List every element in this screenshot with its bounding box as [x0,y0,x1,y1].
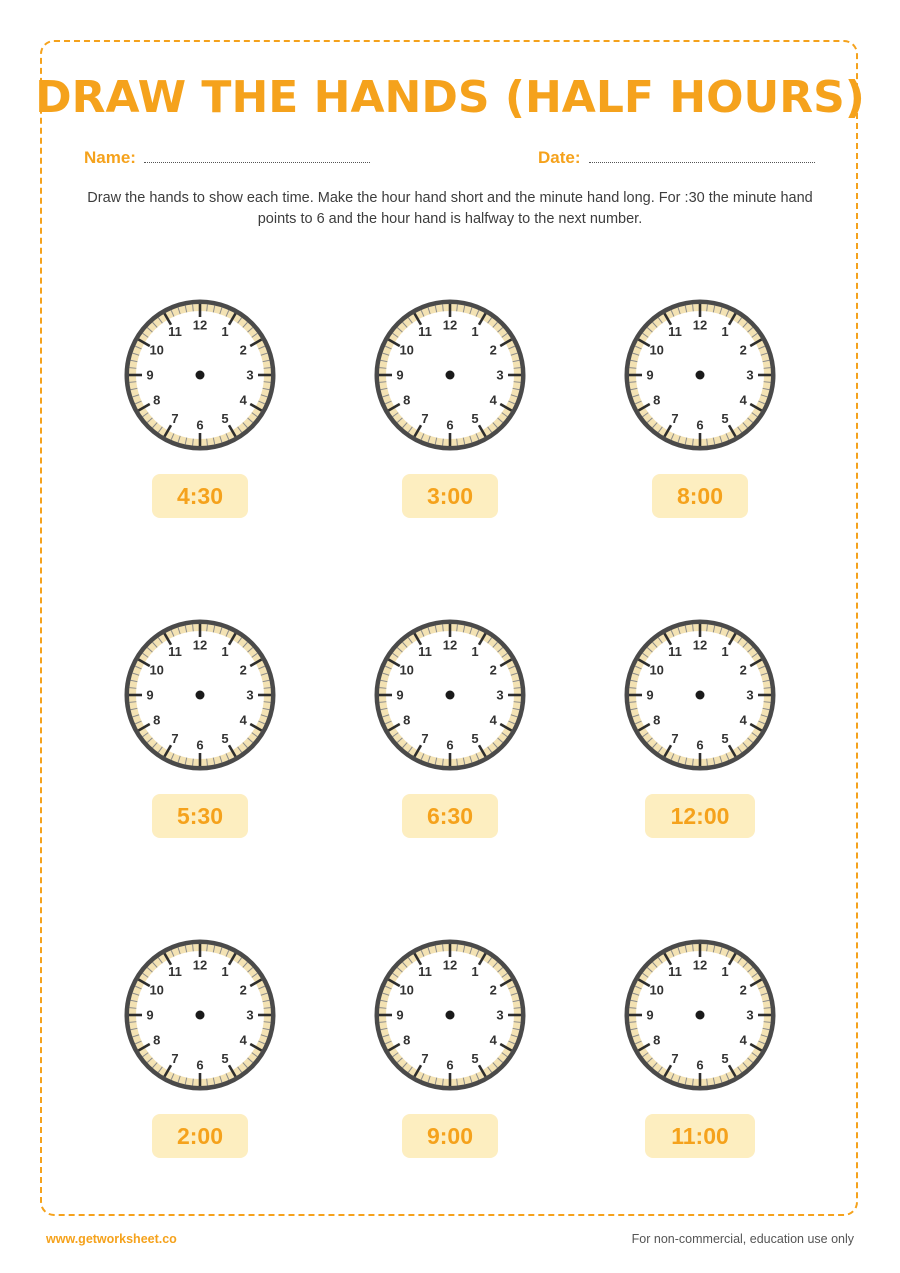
clock-number: 8 [153,712,161,728]
clock-number: 2 [489,342,497,358]
clock-number: 7 [171,1050,179,1066]
instructions: Draw the hands to show each time. Make the hour hand short and the minute hand long. For :30 the minute hand points to 6 and the hour hand is halfway to the next number. [87,190,813,227]
clock-number: 1 [721,324,729,340]
clock-number: 7 [671,1050,679,1066]
clock-number: 3 [746,687,754,703]
clock-number: 5 [221,1050,229,1066]
clock-number: 8 [403,1032,411,1048]
clock-number: 6 [196,417,204,433]
clock-number: 12 [692,957,708,973]
clock-number: 10 [149,662,164,678]
clock-number: 1 [721,644,729,660]
clock-number: 12 [692,317,708,333]
clock-number: 2 [739,342,747,358]
clock-center-dot [696,691,705,700]
clock-number: 12 [692,637,708,653]
clock-number: 9 [396,687,404,703]
clock-number: 10 [399,342,414,358]
clock-number: 4 [239,1032,247,1048]
clock-number: 1 [221,964,229,980]
clock-number: 11 [418,644,432,660]
clock-center-dot [446,371,455,380]
clock-number: 2 [489,662,497,678]
clock-number: 12 [442,637,458,653]
clock-number: 11 [418,324,432,340]
clock-number: 1 [221,324,229,340]
clock-number: 8 [403,712,411,728]
clock-number: 10 [649,342,664,358]
clock-svg [120,935,280,1095]
clock-number: 5 [221,730,229,746]
clock-svg [120,615,280,775]
time-label: 12:00 [645,794,755,838]
clock-number: 2 [239,982,247,998]
clock-center-dot [196,371,205,380]
clock-number: 3 [746,1007,754,1023]
time-label: 8:00 [652,474,748,518]
clock-number: 5 [721,730,729,746]
clock-number: 4 [239,712,247,728]
clock-number: 7 [671,410,679,426]
clock-number: 11 [168,324,182,340]
clock-number: 2 [739,662,747,678]
clock-number: 6 [446,417,454,433]
clock-number: 5 [471,730,479,746]
clock-number: 3 [496,1007,504,1023]
date-field[interactable] [538,146,815,168]
time-label: 6:30 [402,794,498,838]
clock-number: 1 [471,324,479,340]
clock-number: 2 [489,982,497,998]
clock-number: 6 [446,737,454,753]
clock-face[interactable] [620,295,780,455]
time-label: 11:00 [645,1114,755,1158]
clock-number: 9 [646,1007,654,1023]
clock-number: 8 [153,392,161,408]
clock-svg [620,935,780,1095]
clock-svg [620,295,780,455]
clock-number: 4 [739,1032,747,1048]
clock-number: 10 [649,662,664,678]
clock-number: 5 [471,410,479,426]
clock-number: 12 [442,957,458,973]
clock-number: 4 [739,712,747,728]
clock-number: 1 [471,644,479,660]
clock-number: 1 [721,964,729,980]
clock-number: 2 [239,662,247,678]
clock-number: 4 [239,392,247,408]
clock-number: 5 [221,410,229,426]
clock-number: 7 [421,1050,429,1066]
clock-number: 8 [653,392,661,408]
clock-number: 9 [146,367,154,383]
clock-number: 3 [246,1007,254,1023]
clock-number: 10 [149,342,164,358]
clock-number: 11 [668,644,682,660]
date-line[interactable] [589,162,815,163]
clock-number: 11 [168,644,182,660]
clock-number: 8 [153,1032,161,1048]
time-label: 5:30 [152,794,248,838]
clock-number: 9 [646,687,654,703]
clock-center-dot [696,1011,705,1020]
clock-face[interactable] [370,615,530,775]
clock-number: 3 [246,687,254,703]
clock-number: 11 [168,964,182,980]
date-label: Date: [538,148,581,167]
clock-face[interactable] [370,935,530,1095]
time-label: 4:30 [152,474,248,518]
clock-number: 3 [496,367,504,383]
clock-number: 7 [671,730,679,746]
name-field[interactable] [84,146,370,168]
clock-number: 10 [399,662,414,678]
time-label: 2:00 [152,1114,248,1158]
clock-number: 6 [196,737,204,753]
clock-center-dot [196,1011,205,1020]
clock-number: 8 [653,712,661,728]
clock-number: 11 [418,964,432,980]
clock-number: 1 [471,964,479,980]
clock-number: 6 [696,737,704,753]
footer-website[interactable]: www.getworksheet.co [46,1232,177,1246]
clock-number: 9 [396,367,404,383]
clock-face[interactable] [620,935,780,1095]
clock-center-dot [446,691,455,700]
time-label: 9:00 [402,1114,498,1158]
clock-number: 12 [442,317,458,333]
clock-number: 5 [721,410,729,426]
clock-number: 5 [721,1050,729,1066]
clock-number: 3 [246,367,254,383]
clock-number: 6 [446,1057,454,1073]
clock-number: 10 [399,982,414,998]
clock-number: 9 [146,687,154,703]
clock-number: 5 [471,1050,479,1066]
time-label: 3:00 [402,474,498,518]
clock-number: 2 [739,982,747,998]
clock-number: 12 [192,317,208,333]
clock-number: 7 [171,410,179,426]
clock-number: 7 [421,730,429,746]
clock-svg [370,935,530,1095]
clock-number: 12 [192,957,208,973]
clock-number: 4 [489,712,497,728]
clock-face[interactable] [620,615,780,775]
footer-license: For non-commercial, education use only [631,1232,854,1246]
clock-face[interactable] [120,615,280,775]
clock-center-dot [696,371,705,380]
clock-number: 11 [668,964,682,980]
clock-number: 10 [149,982,164,998]
clock-face[interactable] [120,935,280,1095]
clock-number: 3 [746,367,754,383]
name-label: Name: [84,148,136,167]
clock-number: 6 [696,417,704,433]
clock-number: 10 [649,982,664,998]
clock-number: 6 [696,1057,704,1073]
clock-number: 11 [668,324,682,340]
clock-face[interactable] [370,295,530,455]
clock-number: 1 [221,644,229,660]
clock-number: 7 [421,410,429,426]
clock-number: 4 [489,392,497,408]
clock-face[interactable] [120,295,280,455]
clock-svg [370,295,530,455]
clock-number: 8 [403,392,411,408]
clock-number: 4 [739,392,747,408]
clock-number: 7 [171,730,179,746]
clock-number: 9 [146,1007,154,1023]
clock-center-dot [446,1011,455,1020]
clock-number: 2 [239,342,247,358]
clock-number: 4 [489,1032,497,1048]
clock-number: 12 [192,637,208,653]
worksheet-title: DRAW THE HANDS (HALF HOURS) [35,72,865,123]
clock-svg [620,615,780,775]
clock-number: 3 [496,687,504,703]
clock-number: 9 [646,367,654,383]
clock-svg [370,615,530,775]
name-line[interactable] [144,162,370,163]
clock-svg [120,295,280,455]
clock-number: 6 [196,1057,204,1073]
clock-center-dot [196,691,205,700]
clock-number: 9 [396,1007,404,1023]
clock-number: 8 [653,1032,661,1048]
